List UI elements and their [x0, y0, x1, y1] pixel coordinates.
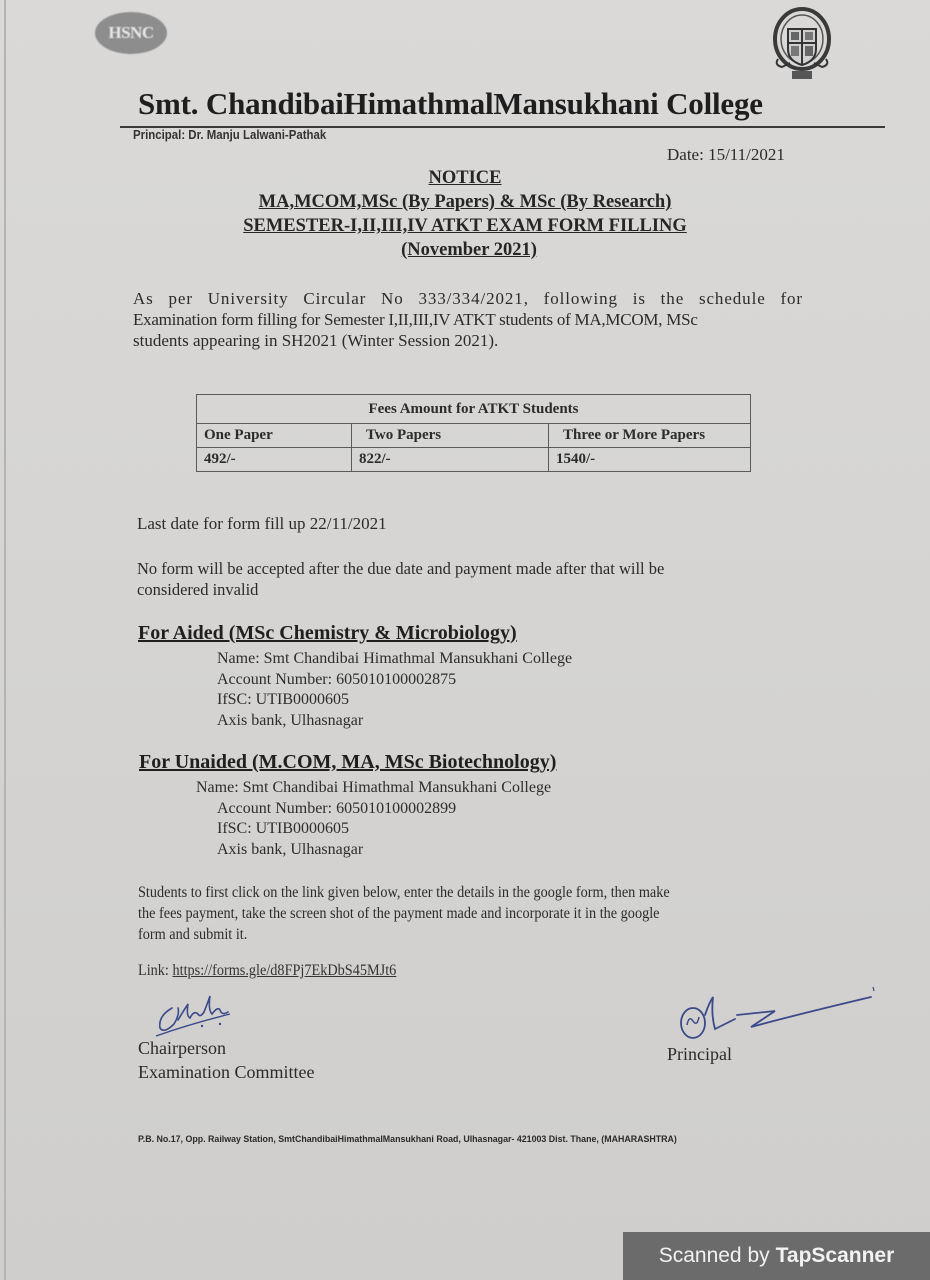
- college-crest-icon: [770, 5, 834, 83]
- table-cell: 492/-: [197, 448, 352, 472]
- table-header-cell: Three or More Papers: [549, 424, 751, 448]
- fees-table-caption: Fees Amount for ATKT Students: [197, 395, 751, 424]
- principal-name: Principal: Dr. Manju Lalwani-Pathak: [133, 127, 327, 142]
- notice-subject: SEMESTER-I,II,III,IV ATKT EXAM FORM FILLING: [243, 216, 687, 236]
- google-form-link[interactable]: https://forms.gle/d8FPj7EkDbS45MJt6: [172, 962, 397, 979]
- last-date: Last date for form fill up 22/11/2021: [137, 514, 387, 533]
- account-ifsc: IfSC: UTIB0000605: [217, 820, 349, 837]
- instructions-paragraph: [138, 882, 670, 945]
- unaided-heading: For Unaided (M.COM, MA, MSc Biotechnology): [139, 751, 557, 773]
- chairperson-title: Chairperson: [138, 1038, 226, 1058]
- watermark-brand: TapScanner: [775, 1244, 895, 1267]
- notice-date: Date: 15/11/2021: [667, 145, 785, 164]
- hsnc-logo-icon: HSNC: [95, 12, 167, 54]
- warning-paragraph: [137, 558, 664, 600]
- notice-title: NOTICE: [428, 168, 502, 188]
- aided-heading: For Aided (MSc Chemistry & Microbiology): [138, 622, 517, 644]
- unaided-account-details: [196, 778, 551, 860]
- table-row: [197, 448, 751, 472]
- chairperson-signature-icon: [150, 990, 245, 1040]
- warning-line: considered invalid: [137, 580, 259, 599]
- notice-month: (November 2021): [401, 240, 537, 260]
- instruction-line: Students to first click on the link given below, enter the details in the google form, then make: [138, 884, 670, 901]
- account-bank: Axis bank, Ulhasnagar: [217, 711, 364, 729]
- account-name: Name: Smt Chandibai Himathmal Mansukhani College: [217, 650, 573, 667]
- college-name: Smt. ChandibaiHimathmalMansukhani College: [138, 86, 763, 121]
- account-name: Name: Smt Chandibai Himathmal Mansukhani College: [196, 779, 552, 796]
- instruction-line: the fees payment, take the screen shot of the payment made and incorporate it in the google: [138, 905, 660, 922]
- form-link-line: [138, 962, 396, 980]
- account-number: Account Number: 605010100002899: [217, 799, 457, 817]
- warning-line: No form will be accepted after the due date and payment made after that will be: [137, 559, 665, 578]
- intro-line: Examination form filling for Semester I,II,III,IV ATKT students of MA,MCOM, MSc: [133, 310, 698, 329]
- account-ifsc: IfSC: UTIB0000605: [217, 691, 349, 708]
- scanner-watermark: [623, 1232, 930, 1280]
- table-header-cell: One Paper: [197, 424, 352, 448]
- chairperson-block: [138, 1036, 314, 1084]
- aided-account-details: [217, 649, 572, 731]
- watermark-prefix: Scanned by: [658, 1244, 770, 1267]
- fees-table: [196, 394, 751, 472]
- account-number: Account Number: 605010100002875: [217, 670, 457, 688]
- footer-address: P.B. No.17, Opp. Railway Station, SmtChandibaiHimathmalMansukhani Road, Ulhasnagar- 421003 Dist. Thane, (MAHARASHTRA): [138, 1134, 677, 1145]
- intro-line: students appearing in SH2021 (Winter Session 2021).: [133, 331, 499, 350]
- chairperson-committee: Examination Committee: [138, 1062, 315, 1082]
- link-label: Link:: [138, 962, 173, 979]
- notice-programs: MA,MCOM,MSc (By Papers) & MSc (By Research): [258, 192, 672, 212]
- table-cell: 1540/-: [549, 448, 751, 472]
- table-header-cell: Two Papers: [352, 424, 549, 448]
- intro-paragraph: [133, 288, 803, 351]
- table-cell: 822/-: [352, 448, 549, 472]
- instruction-line: form and submit it.: [138, 926, 248, 943]
- table-header-row: [197, 424, 751, 448]
- intro-line: As per University Circular No 333/334/2021, following is the schedule for: [133, 289, 803, 308]
- principal-signature-label: Principal: [667, 1044, 732, 1064]
- principal-signature-icon: [675, 985, 880, 1045]
- account-bank: Axis bank, Ulhasnagar: [217, 840, 364, 858]
